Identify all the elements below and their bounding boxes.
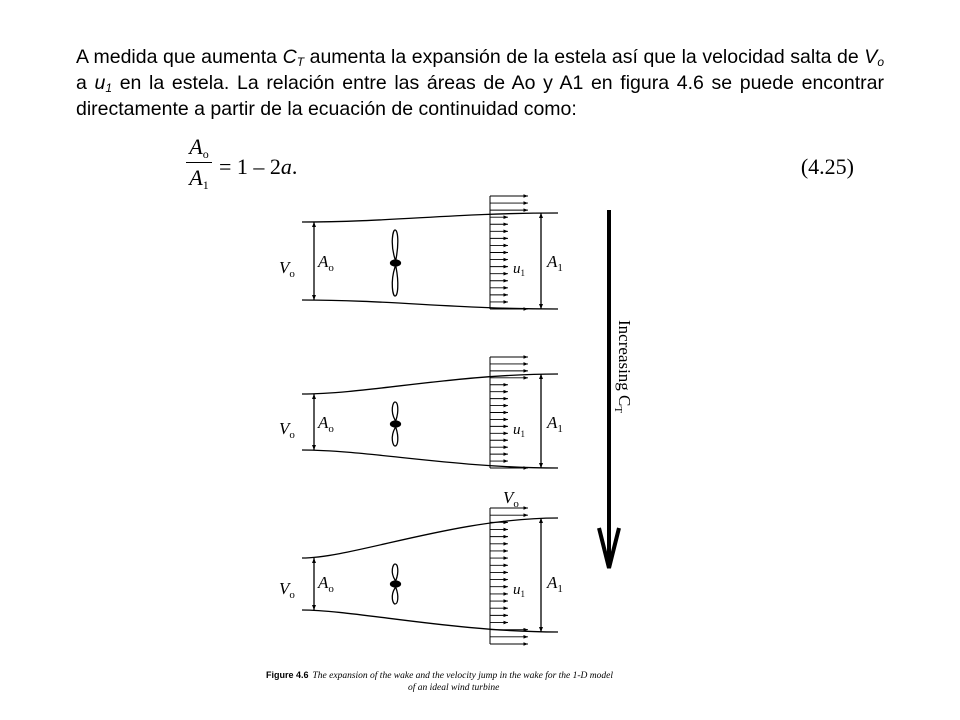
caption-line-1: The expansion of the wake and the velocity jump in the wake for the 1-D model xyxy=(312,671,614,681)
panel-2-rotor-blade-upper xyxy=(392,402,398,420)
panel-1-rotor-hub xyxy=(391,260,401,266)
panel-2-u1-label: $u_1$ xyxy=(513,422,525,439)
panel-3-a1-label: $A_1$ xyxy=(547,573,563,595)
panel-1-rotor-blade-upper xyxy=(392,230,398,259)
panel-2-upper-streamline xyxy=(302,374,558,394)
panel-3-upper-streamline xyxy=(302,518,558,558)
panel-1-upper-streamline xyxy=(302,213,558,222)
panel-3-rotor-hub xyxy=(391,581,401,587)
panel-2-lower-streamline xyxy=(302,450,558,468)
panel-3-top-v0-label: $V_o$ xyxy=(503,488,519,510)
panel-1-a0-label: $A_o$ xyxy=(318,252,334,274)
panel-2-a1-label: $A_1$ xyxy=(547,413,563,435)
panel-3-rotor-blade-lower xyxy=(392,588,398,604)
eq-numerator-var: A xyxy=(189,134,203,159)
eq-numerator-sub: o xyxy=(202,147,209,161)
eq-denominator-sub: 1 xyxy=(202,178,209,192)
panel-3-rotor-blade-upper xyxy=(392,564,398,580)
eq-right-hand-side: = 1 – 2a. xyxy=(219,154,298,179)
increasing-ct-label: Increasing $C_T$ xyxy=(612,320,634,414)
panel-1-a1-label: $A_1$ xyxy=(547,252,563,274)
panel-2 xyxy=(302,357,558,468)
panel-2-a0-label: $A_o$ xyxy=(318,413,334,435)
panel-1-u1-label: $u_1$ xyxy=(513,261,525,278)
panel-2-v0-label: $V_o$ xyxy=(279,419,295,441)
panel-1 xyxy=(302,196,558,309)
panel-2-rotor-blade-lower xyxy=(392,428,398,446)
intro-paragraph: A medida que aumenta $C_T$ aumenta la expansión de la estela así que la velocidad salta de $V_o$ a $u_1$ en la estela. La relación entre las áreas de Ao y A1 en figura 4.6 se puede encontrar directamente a partir de la ecuación de continuidad como: xyxy=(76,46,884,120)
panel-3-lower-streamline xyxy=(302,610,558,632)
panel-3-u1-label: $u_1$ xyxy=(513,582,525,599)
panel-1-rotor-blade-lower xyxy=(392,267,398,296)
caption-label: Figure 4.6 xyxy=(266,670,309,680)
panel-3-a0-label: $A_o$ xyxy=(318,573,334,595)
panel-3 xyxy=(302,508,558,644)
panel-1-lower-streamline xyxy=(302,300,558,309)
figure-caption xyxy=(266,669,686,694)
equation-number: (4.25) xyxy=(800,154,854,179)
panel-3-v0-label: $V_o$ xyxy=(279,579,295,601)
caption-line-2: of an ideal wind turbine xyxy=(408,683,500,693)
panel-2-rotor-hub xyxy=(391,421,401,427)
panel-1-v0-label: $V_o$ xyxy=(279,258,295,280)
eq-denominator-var: A xyxy=(189,165,203,190)
